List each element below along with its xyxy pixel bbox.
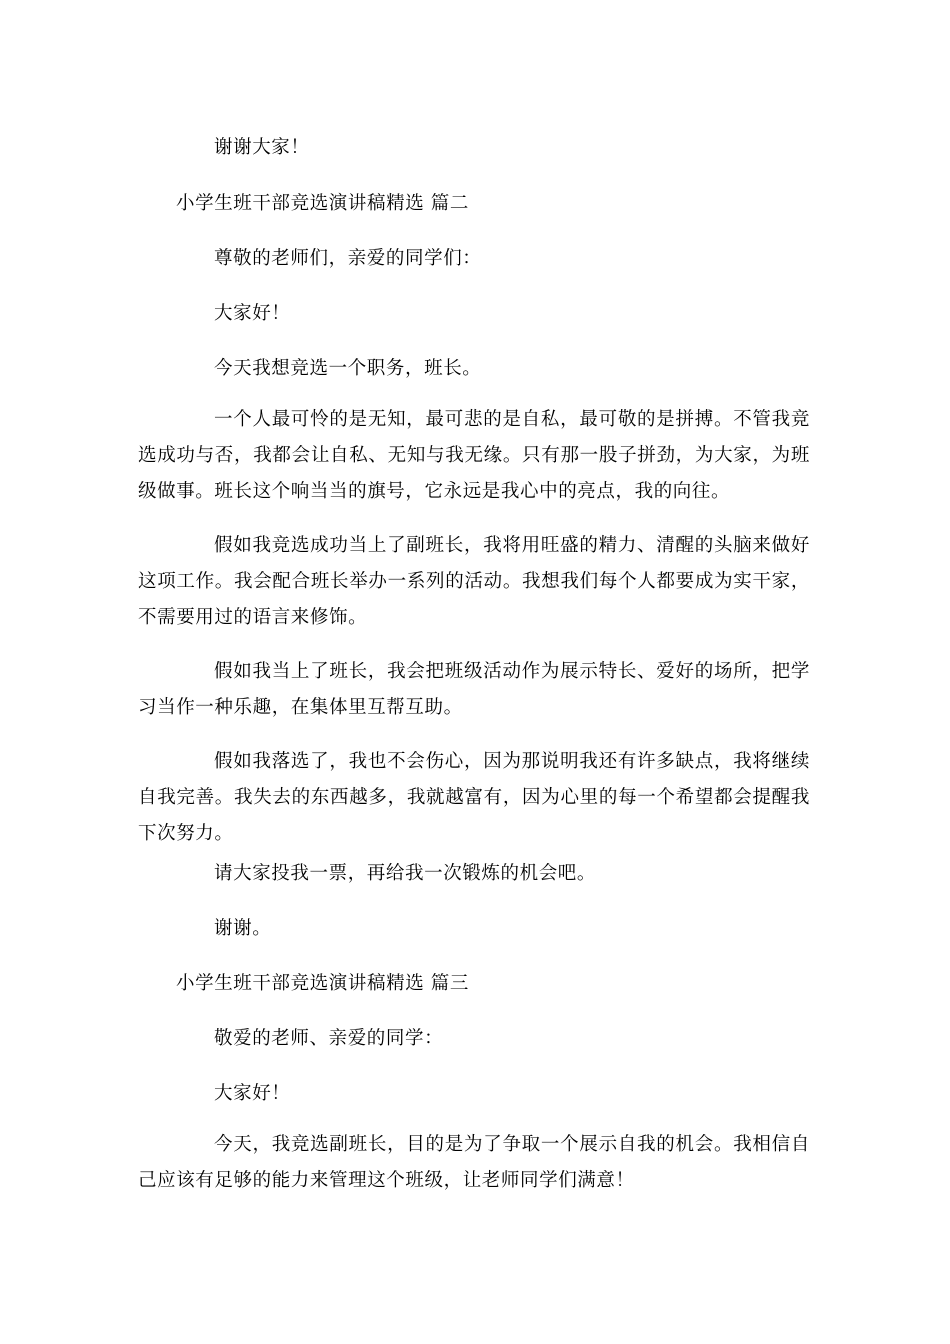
body-paragraph-6: 请大家投我一票，再给我一次锻炼的机会吧。 (214, 863, 597, 884)
body-paragraph-7: 今天，我竞选副班长，目的是为了争取一个展示自我的机会。我相信自己应该有足够的能力来管理这个班级，让老师同学们满意！ (138, 1134, 810, 1191)
body-paragraph-5: 假如我落选了，我也不会伤心，因为那说明我还有许多缺点，我将继续自我完善。我失去的东西越多，我就越富有，因为心里的每一个希望都会提醒我下次努力。 (138, 751, 810, 844)
body-paragraph-3: 假如我竞选成功当上了副班长，我将用旺盛的精力、清醒的头脑来做好这项工作。我会配合班长举办一系列的活动。我想我们每个人都要成为实干家，不需要用过的语言来修饰。 (138, 535, 810, 628)
closing-thanks-1: 谢谢大家！ (214, 137, 310, 158)
body-paragraph-4: 假如我当上了班长，我会把班级活动作为展示特长、爱好的场所，把学习当作一种乐趣，在集体里互帮互助。 (138, 661, 810, 718)
section-heading-2: 小学生班干部竞选演讲稿精选 篇二 (176, 193, 469, 214)
closing-thanks-2: 谢谢。 (214, 918, 272, 939)
body-paragraph-2: 一个人最可怜的是无知，最可悲的是自私，最可敬的是拼搏。不管我竞选成功与否，我都会让自私、无知与我无缘。只有那一股子拼劲，为大家，为班级做事。班长这个响当当的旗号，它永远是我心中的亮点，我的向往。 (138, 409, 810, 502)
greeting-2: 大家好！ (214, 303, 291, 324)
salutation-2: 尊敬的老师们，亲爱的同学们： (214, 248, 482, 269)
salutation-3: 敬爱的老师、亲爱的同学： (214, 1028, 444, 1049)
section-heading-3: 小学生班干部竞选演讲稿精选 篇三 (176, 973, 469, 994)
body-paragraph-1: 今天我想竞选一个职务，班长。 (214, 358, 482, 379)
greeting-3: 大家好！ (214, 1083, 291, 1104)
